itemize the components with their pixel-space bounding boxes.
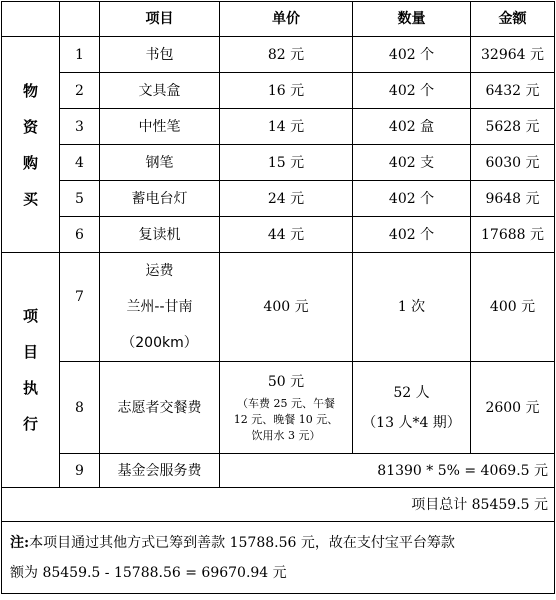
- budget-table: [1, 1, 555, 594]
- freight-qty: 1 次: [353, 253, 471, 362]
- item-amount: 6432 元: [471, 73, 555, 109]
- table-row: [2, 181, 555, 217]
- header-blank: [2, 2, 60, 37]
- item-price: 44 元: [220, 217, 353, 253]
- table-row: [2, 37, 555, 73]
- item-name: 复读机: [100, 217, 220, 253]
- meals-amount: 2600 元: [471, 362, 555, 454]
- freight-name: 运费 兰州--甘南 （200km）: [100, 253, 220, 362]
- item-qty: 402 个: [353, 73, 471, 109]
- project-total: 项目总计 85459.5 元: [2, 488, 555, 522]
- item-name: 中性笔: [100, 109, 220, 145]
- row-number: 5: [60, 181, 100, 217]
- row-number: 7: [60, 253, 100, 362]
- service-name: 基金会服务费: [100, 454, 220, 488]
- table-row: [2, 73, 555, 109]
- group-label-purchase: 物 资 购 买: [2, 37, 60, 253]
- item-price: 82 元: [220, 37, 353, 73]
- note-row: [2, 522, 555, 594]
- freight-amount: 400 元: [471, 253, 555, 362]
- note-line-2: 额为 85459.5 - 15788.56 = 69670.94 元: [10, 564, 287, 581]
- item-price: 15 元: [220, 145, 353, 181]
- header-blank-no: [60, 2, 100, 37]
- row-number: 6: [60, 217, 100, 253]
- table-row: [2, 109, 555, 145]
- table-row-service: [2, 454, 555, 488]
- row-number: 1: [60, 37, 100, 73]
- group-label-execute: 项 目 执 行: [2, 253, 60, 488]
- header-unit-price: 单价: [220, 2, 353, 37]
- row-number: 2: [60, 73, 100, 109]
- note-line-1: 本项目通过其他方式已筹到善款 15788.56 元，故在支付宝平台筹款: [29, 534, 455, 551]
- table-row-meals: [2, 362, 555, 454]
- meals-qty: 52 人 （13 人*4 期）: [353, 362, 471, 454]
- item-qty: 402 个: [353, 37, 471, 73]
- table-row: [2, 145, 555, 181]
- item-qty: 402 支: [353, 145, 471, 181]
- row-number: 8: [60, 362, 100, 454]
- header-quantity: 数量: [353, 2, 471, 37]
- freight-price: 400 元: [220, 253, 353, 362]
- header-amount: 金额: [471, 2, 555, 37]
- item-price: 24 元: [220, 181, 353, 217]
- note-text: [2, 522, 555, 594]
- table-row-freight: [2, 253, 555, 362]
- item-name: 钢笔: [100, 145, 220, 181]
- meals-price: 50 元 （车费 25 元、午餐 12 元、晚餐 10 元、 饮用水 3 元）: [220, 362, 353, 454]
- item-amount: 9648 元: [471, 181, 555, 217]
- item-amount: 17688 元: [471, 217, 555, 253]
- row-number: 3: [60, 109, 100, 145]
- note-label: 注:: [10, 534, 30, 551]
- item-qty: 402 个: [353, 217, 471, 253]
- header-row: [2, 2, 555, 37]
- item-price: 16 元: [220, 73, 353, 109]
- item-price: 14 元: [220, 109, 353, 145]
- item-amount: 5628 元: [471, 109, 555, 145]
- item-qty: 402 个: [353, 181, 471, 217]
- item-qty: 402 盒: [353, 109, 471, 145]
- row-number: 4: [60, 145, 100, 181]
- table-row: [2, 217, 555, 253]
- header-project: 项目: [100, 2, 220, 37]
- service-calc: 81390 * 5% = 4069.5 元: [220, 454, 555, 488]
- item-amount: 6030 元: [471, 145, 555, 181]
- meals-name: 志愿者交餐费: [100, 362, 220, 454]
- item-amount: 32964 元: [471, 37, 555, 73]
- item-name: 书包: [100, 37, 220, 73]
- total-row: [2, 488, 555, 522]
- item-name: 文具盒: [100, 73, 220, 109]
- row-number: 9: [60, 454, 100, 488]
- item-name: 蓄电台灯: [100, 181, 220, 217]
